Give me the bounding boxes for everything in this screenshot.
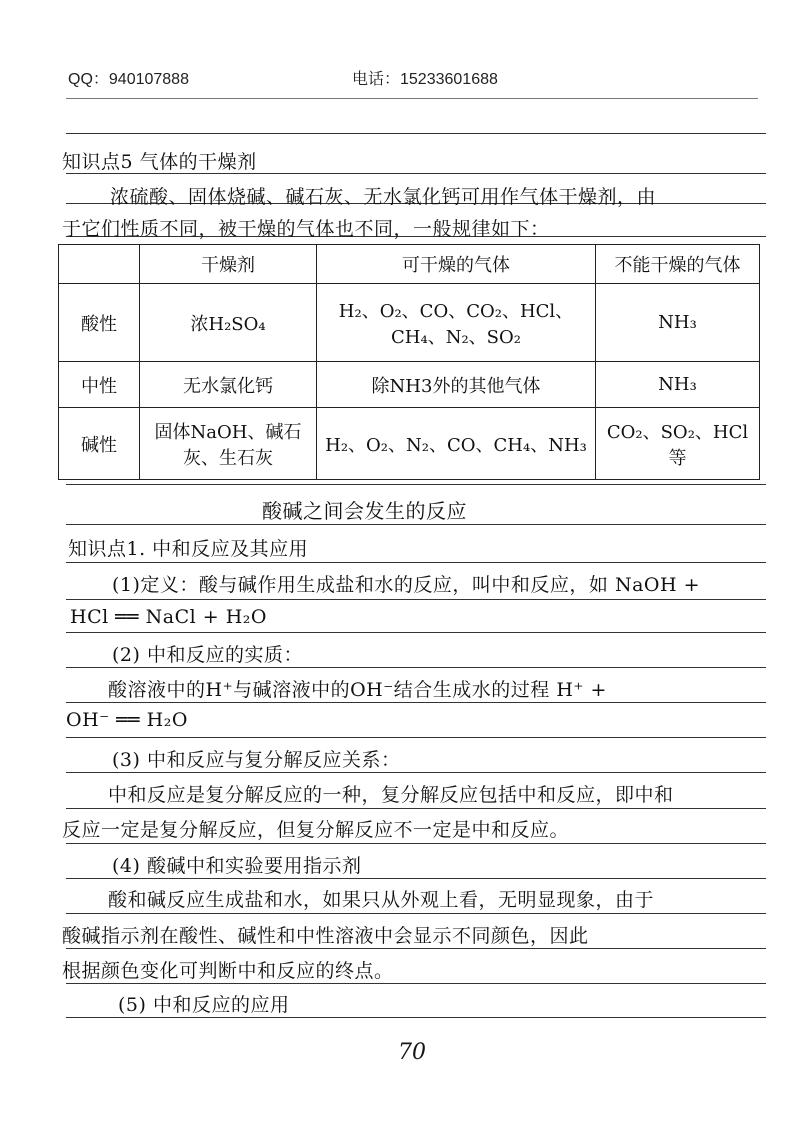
point1-relation-title: (3) 中和反应与复分解反应关系： bbox=[112, 749, 401, 771]
point1-application-title: (5) 中和反应的应用 bbox=[118, 994, 290, 1016]
section5-title: 知识点5 气体的干燥剂 bbox=[62, 151, 257, 173]
ruled-line bbox=[66, 913, 766, 914]
row-type: 碱性 bbox=[59, 408, 140, 480]
row-can: H₂、O₂、N₂、CO、CH₄、NH₃ bbox=[317, 408, 596, 480]
point1-indicator-a: 酸和碱反应生成盐和水，如果只从外观上看，无明显现象，由于 bbox=[108, 889, 655, 911]
ruled-line bbox=[66, 667, 766, 668]
point1-indicator-b: 酸碱指示剂在酸性、碱性和中性溶液中会显示不同颜色，因此 bbox=[62, 925, 589, 947]
ruled-line bbox=[66, 808, 766, 809]
row-can: 除NH3外的其他气体 bbox=[317, 362, 596, 408]
table-header-cannot: 不能干燥的气体 bbox=[596, 245, 760, 284]
point1-title: 知识点1. 中和反应及其应用 bbox=[68, 538, 309, 560]
ruled-line bbox=[66, 562, 766, 563]
point1-relation-a: 中和反应是复分解反应的一种，复分解反应包括中和反应，即中和 bbox=[108, 784, 674, 806]
row-cannot: NH₃ bbox=[596, 284, 760, 362]
ruled-line bbox=[66, 133, 766, 134]
row-agent: 固体NaOH、碱石灰、生石灰 bbox=[140, 408, 317, 480]
row-type: 酸性 bbox=[59, 284, 140, 362]
table-header-corner bbox=[59, 245, 140, 284]
desiccant-table bbox=[58, 244, 760, 480]
row-type: 中性 bbox=[59, 362, 140, 408]
row-agent: 浓H₂SO₄ bbox=[140, 284, 317, 362]
point1-relation-b: 反应一定是复分解反应，但复分解反应不一定是中和反应。 bbox=[62, 819, 570, 841]
row-agent: 无水氯化钙 bbox=[140, 362, 317, 408]
ruled-line bbox=[66, 524, 766, 525]
row-cannot: CO₂、SO₂、HCl等 bbox=[596, 408, 760, 480]
row-can: H₂、O₂、CO、CO₂、HCl、CH₄、N₂、SO₂ bbox=[317, 284, 596, 362]
ruled-line bbox=[66, 484, 766, 485]
table-row bbox=[59, 362, 760, 408]
ruled-line bbox=[66, 948, 766, 949]
section5-line1: 浓硫酸、固体烧碱、碱石灰、无水氯化钙可用作气体干燥剂，由 bbox=[110, 186, 657, 208]
row-cannot: NH₃ bbox=[596, 362, 760, 408]
table-header-row bbox=[59, 245, 760, 284]
header-rule bbox=[66, 98, 758, 99]
page-number: 70 bbox=[398, 1040, 426, 1065]
ruled-line bbox=[66, 737, 766, 738]
header-phone: 电话：15233601688 bbox=[352, 71, 498, 88]
ruled-line bbox=[66, 599, 766, 600]
header-qq: QQ：940107888 bbox=[68, 71, 189, 88]
point1-def-b: HCl ══ NaCl + H₂O bbox=[70, 606, 267, 628]
ruled-line bbox=[66, 632, 766, 633]
point1-indicator-title: (4) 酸碱中和实验要用指示剂 bbox=[112, 855, 362, 877]
point1-def-a: (1)定义：酸与碱作用生成盐和水的反应，叫中和反应，如 NaOH + bbox=[112, 574, 701, 596]
section-title: 酸碱之间会发生的反应 bbox=[262, 499, 467, 523]
table-header-can: 可干燥的气体 bbox=[317, 245, 596, 284]
point1-essence-a: 酸溶液中的H⁺与碱溶液中的OH⁻结合生成水的过程 H⁺ + bbox=[108, 679, 607, 701]
ruled-line bbox=[66, 1017, 766, 1018]
ruled-line bbox=[66, 702, 766, 703]
point1-indicator-c: 根据颜色变化可判断中和反应的终点。 bbox=[62, 960, 394, 982]
point1-essence-title: (2) 中和反应的实质： bbox=[112, 644, 303, 666]
table-row bbox=[59, 408, 760, 480]
point1-essence-b: OH⁻ ══ H₂O bbox=[66, 709, 188, 731]
table-header-agent: 干燥剂 bbox=[140, 245, 317, 284]
ruled-line bbox=[66, 772, 766, 773]
ruled-line bbox=[66, 983, 766, 984]
section5-line2: 于它们性质不同，被干燥的气体也不同，一般规律如下： bbox=[62, 218, 550, 240]
ruled-line bbox=[66, 843, 766, 844]
table-row bbox=[59, 284, 760, 362]
ruled-line bbox=[66, 878, 766, 879]
